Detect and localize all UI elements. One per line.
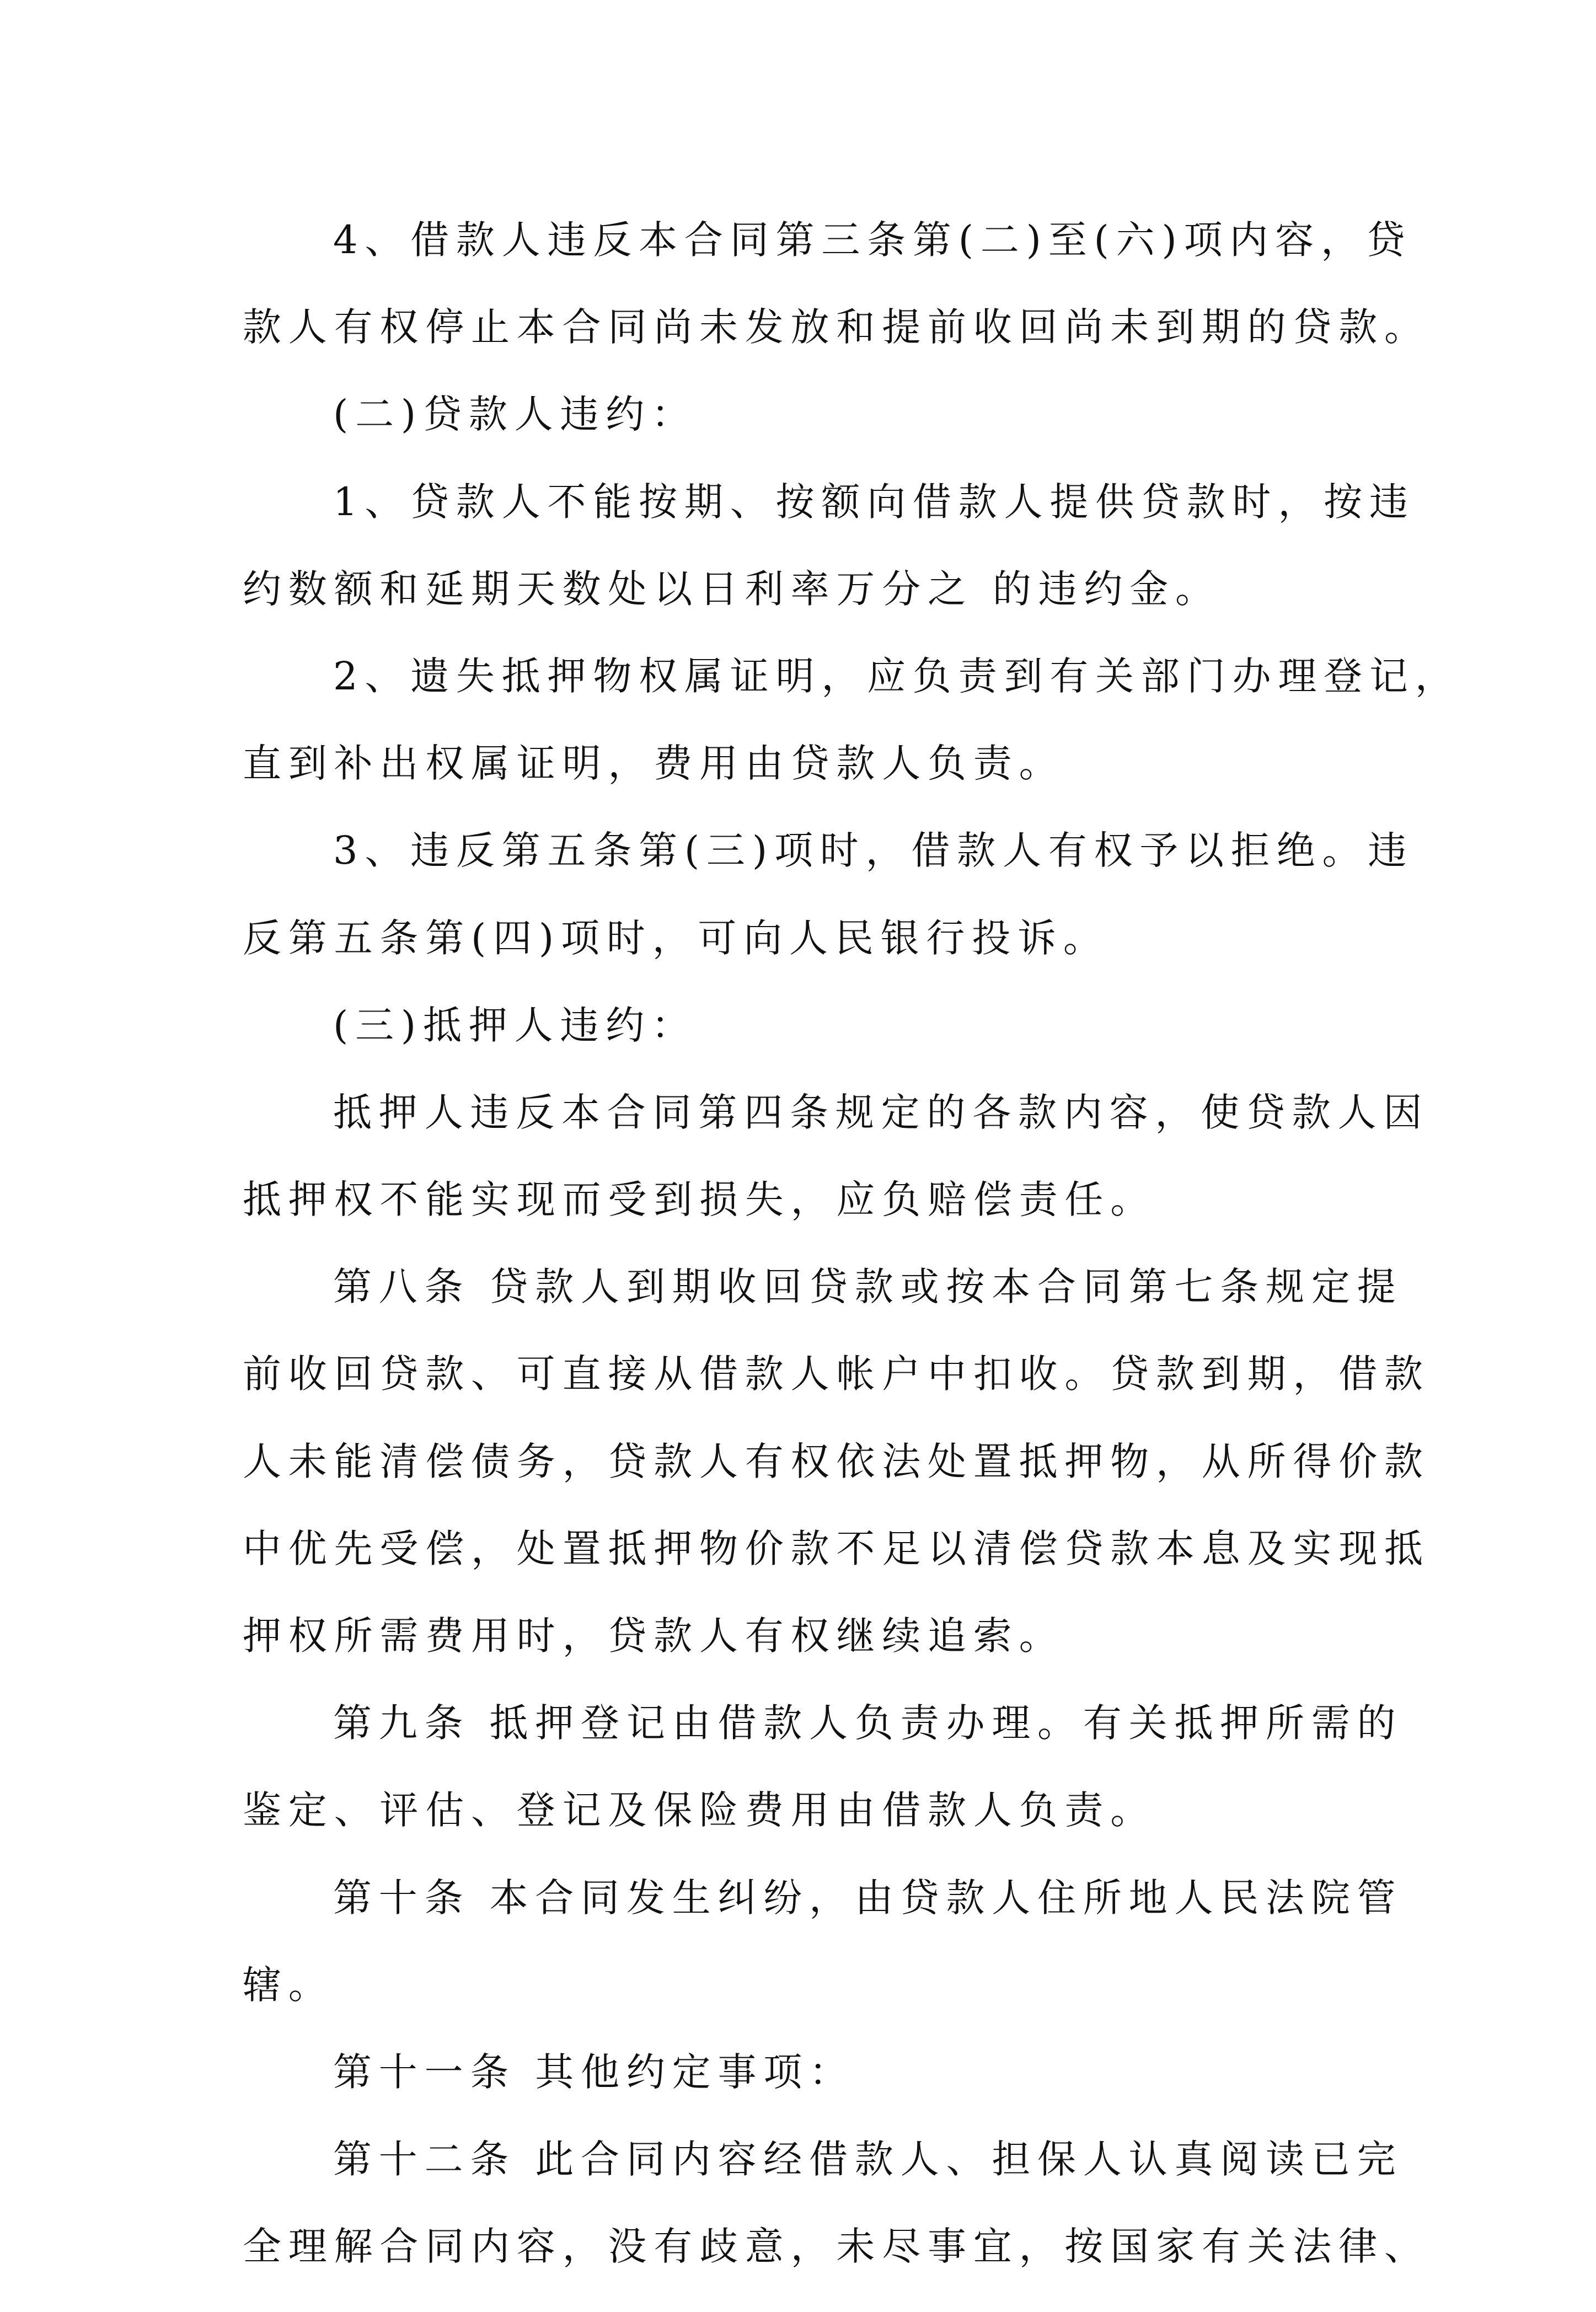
text-line: 第十条 本合同发生纠纷，由贷款人住所地人民法院管 <box>333 1875 1403 1920</box>
text-line: 约数额和延期天数处以日利率万分之 的违约金。 <box>243 566 1221 612</box>
text-line: 4、借款人违反本合同第三条第(二)至(六)项内容，贷 <box>333 217 1412 263</box>
text-line: 抵押人违反本合同第四条规定的各款内容，使贷款人因 <box>333 1089 1429 1135</box>
document-body <box>243 217 1461 2312</box>
text-line: 款人有权停止本合同尚未发放和提前收回尚未到期的贷款。 <box>243 304 1430 350</box>
text-line: 辖。 <box>243 1962 334 2008</box>
text-line: 前收回贷款、可直接从借款人帐户中扣收。贷款到期，借款 <box>243 1351 1430 1397</box>
text-line: 3、违反第五条第(三)项时，借款人有权予以拒绝。违 <box>333 828 1414 874</box>
text-line: 人未能清偿债务，贷款人有权依法处置抵押物，从所得价款 <box>243 1438 1430 1484</box>
text-line: 鉴定、评估、登记及保险费用由借款人负责。 <box>243 1787 1156 1833</box>
text-line: 中优先受偿，处置抵押物价款不足以清偿贷款本息及实现抵 <box>243 1526 1430 1571</box>
section-heading: (二)贷款人违约： <box>333 392 697 437</box>
text-line: 抵押权不能实现而受到损失，应负赔偿责任。 <box>243 1177 1156 1223</box>
text-line: 第十一条 其他约定事项： <box>333 2049 855 2095</box>
text-line: 押权所需费用时，贷款人有权继续追索。 <box>243 1613 1065 1658</box>
text-line: 第八条 贷款人到期收回贷款或按本合同第七条规定提 <box>333 1264 1403 1310</box>
section-heading: (三)抵押人违约： <box>333 1002 697 1048</box>
text-line: 第十二条 此合同内容经借款人、担保人认真阅读已完 <box>333 2137 1403 2182</box>
text-line: 2、遗失抵押物权属证明，应负责到有关部门办理登记， <box>333 653 1461 699</box>
text-line: 全理解合同内容，没有歧意，未尽事宜，按国家有关法律、 <box>243 2224 1430 2270</box>
text-line: 1、贷款人不能按期、按额向借款人提供贷款时，按违 <box>333 479 1415 525</box>
text-line: 第九条 抵押登记由借款人负责办理。有关抵押所需的 <box>333 1700 1403 1746</box>
text-line: 反第五条第(四)项时，可向人民银行投诉。 <box>243 915 1109 961</box>
text-line: 直到补出权属证明，费用由贷款人负责。 <box>243 741 1065 786</box>
